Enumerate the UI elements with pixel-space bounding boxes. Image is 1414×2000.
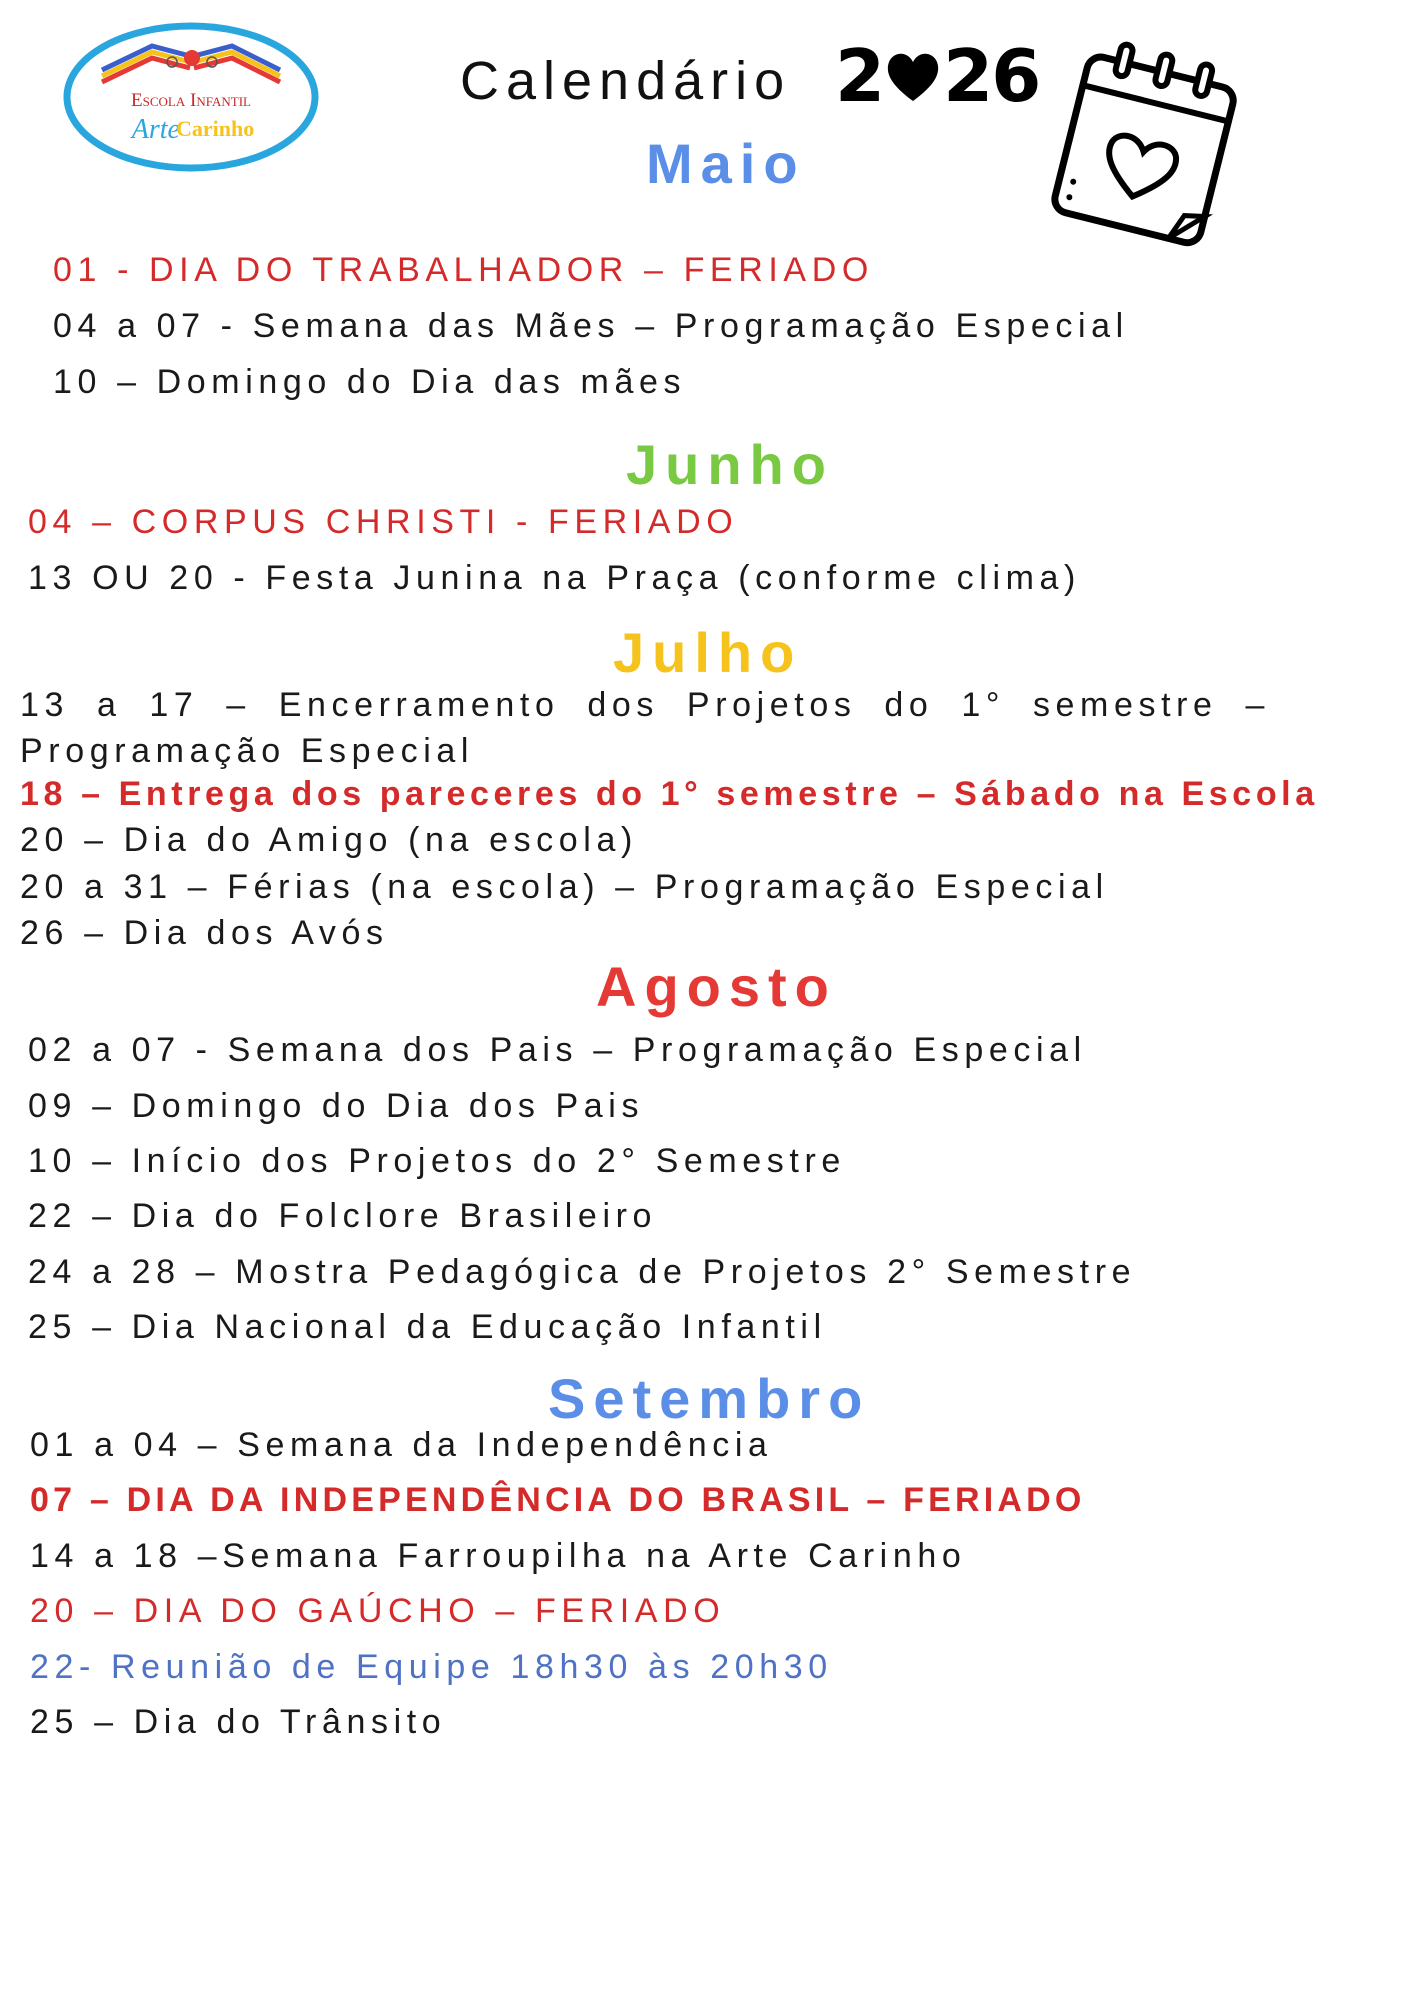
month-heading-maio: Maio [646,132,806,195]
event-julho-5: 26 – Dia dos Avós [20,914,389,952]
logo-text-line1: Escola Infantil [131,90,251,111]
event-junho-2: 13 OU 20 - Festa Junina na Praça (conforme clima) [28,559,1081,597]
event-junho-1: 04 – CORPUS CHRISTI - FERIADO [28,503,739,541]
month-heading-setembro: Setembro [548,1367,871,1430]
event-setembro-1: 01 a 04 – Semana da Independência [30,1426,773,1464]
event-agosto-4: 22 – Dia do Folclore Brasileiro [28,1197,658,1235]
logo-text-arte: Arte [131,114,180,145]
year-label [835,34,1039,118]
event-agosto-6: 25 – Dia Nacional da Educação Infantil [28,1308,827,1346]
event-setembro-2: 07 – DIA DA INDEPENDÊNCIA DO BRASIL – FERIADO [30,1481,1086,1519]
event-julho-2: 18 – Entrega dos pareceres do 1° semestre – Sábado na Escola [20,775,1319,813]
event-julho-3: 20 – Dia do Amigo (na escola) [20,821,638,859]
school-logo [62,20,320,174]
event-setembro-4: 20 – DIA DO GAÚCHO – FERIADO [30,1592,726,1630]
month-heading-agosto: Agosto [596,955,837,1018]
event-julho-4: 20 a 31 – Férias (na escola) – Programação Especial [20,868,1109,906]
event-setembro-6: 25 – Dia do Trânsito [30,1703,447,1741]
year-digits-26: 26 [943,34,1040,118]
month-heading-junho: Junho [626,433,834,496]
event-maio-3: 10 – Domingo do Dia das mães [53,363,687,401]
logo-text-carinho: Carinho [176,116,255,141]
page-title: Calendário [460,51,792,111]
month-heading-julho: Julho [613,621,803,684]
event-setembro-5: 22- Reunião de Equipe 18h30 às 20h30 [30,1648,833,1686]
event-agosto-1: 02 a 07 - Semana dos Pais – Programação Especial [28,1031,1087,1069]
year-digit-2: 2 [835,34,884,118]
event-maio-2: 04 a 07 - Semana das Mães – Programação Especial [53,307,1129,345]
calendar-heart-icon [1040,38,1250,254]
event-maio-1: 01 - DIA DO TRABALHADOR – FERIADO [53,251,874,289]
event-setembro-3: 14 a 18 –Semana Farroupilha na Arte Carinho [30,1537,967,1575]
event-agosto-2: 09 – Domingo do Dia dos Pais [28,1087,645,1125]
event-julho-1: 13 a 17 – Encerramento dos Projetos do 1° semestre – Programação Especial [20,686,1270,770]
event-agosto-3: 10 – Início dos Projetos do 2° Semestre [28,1142,846,1180]
event-agosto-5: 24 a 28 – Mostra Pedagógica de Projetos 2° Semestre [28,1253,1137,1291]
heart-icon [883,47,943,107]
